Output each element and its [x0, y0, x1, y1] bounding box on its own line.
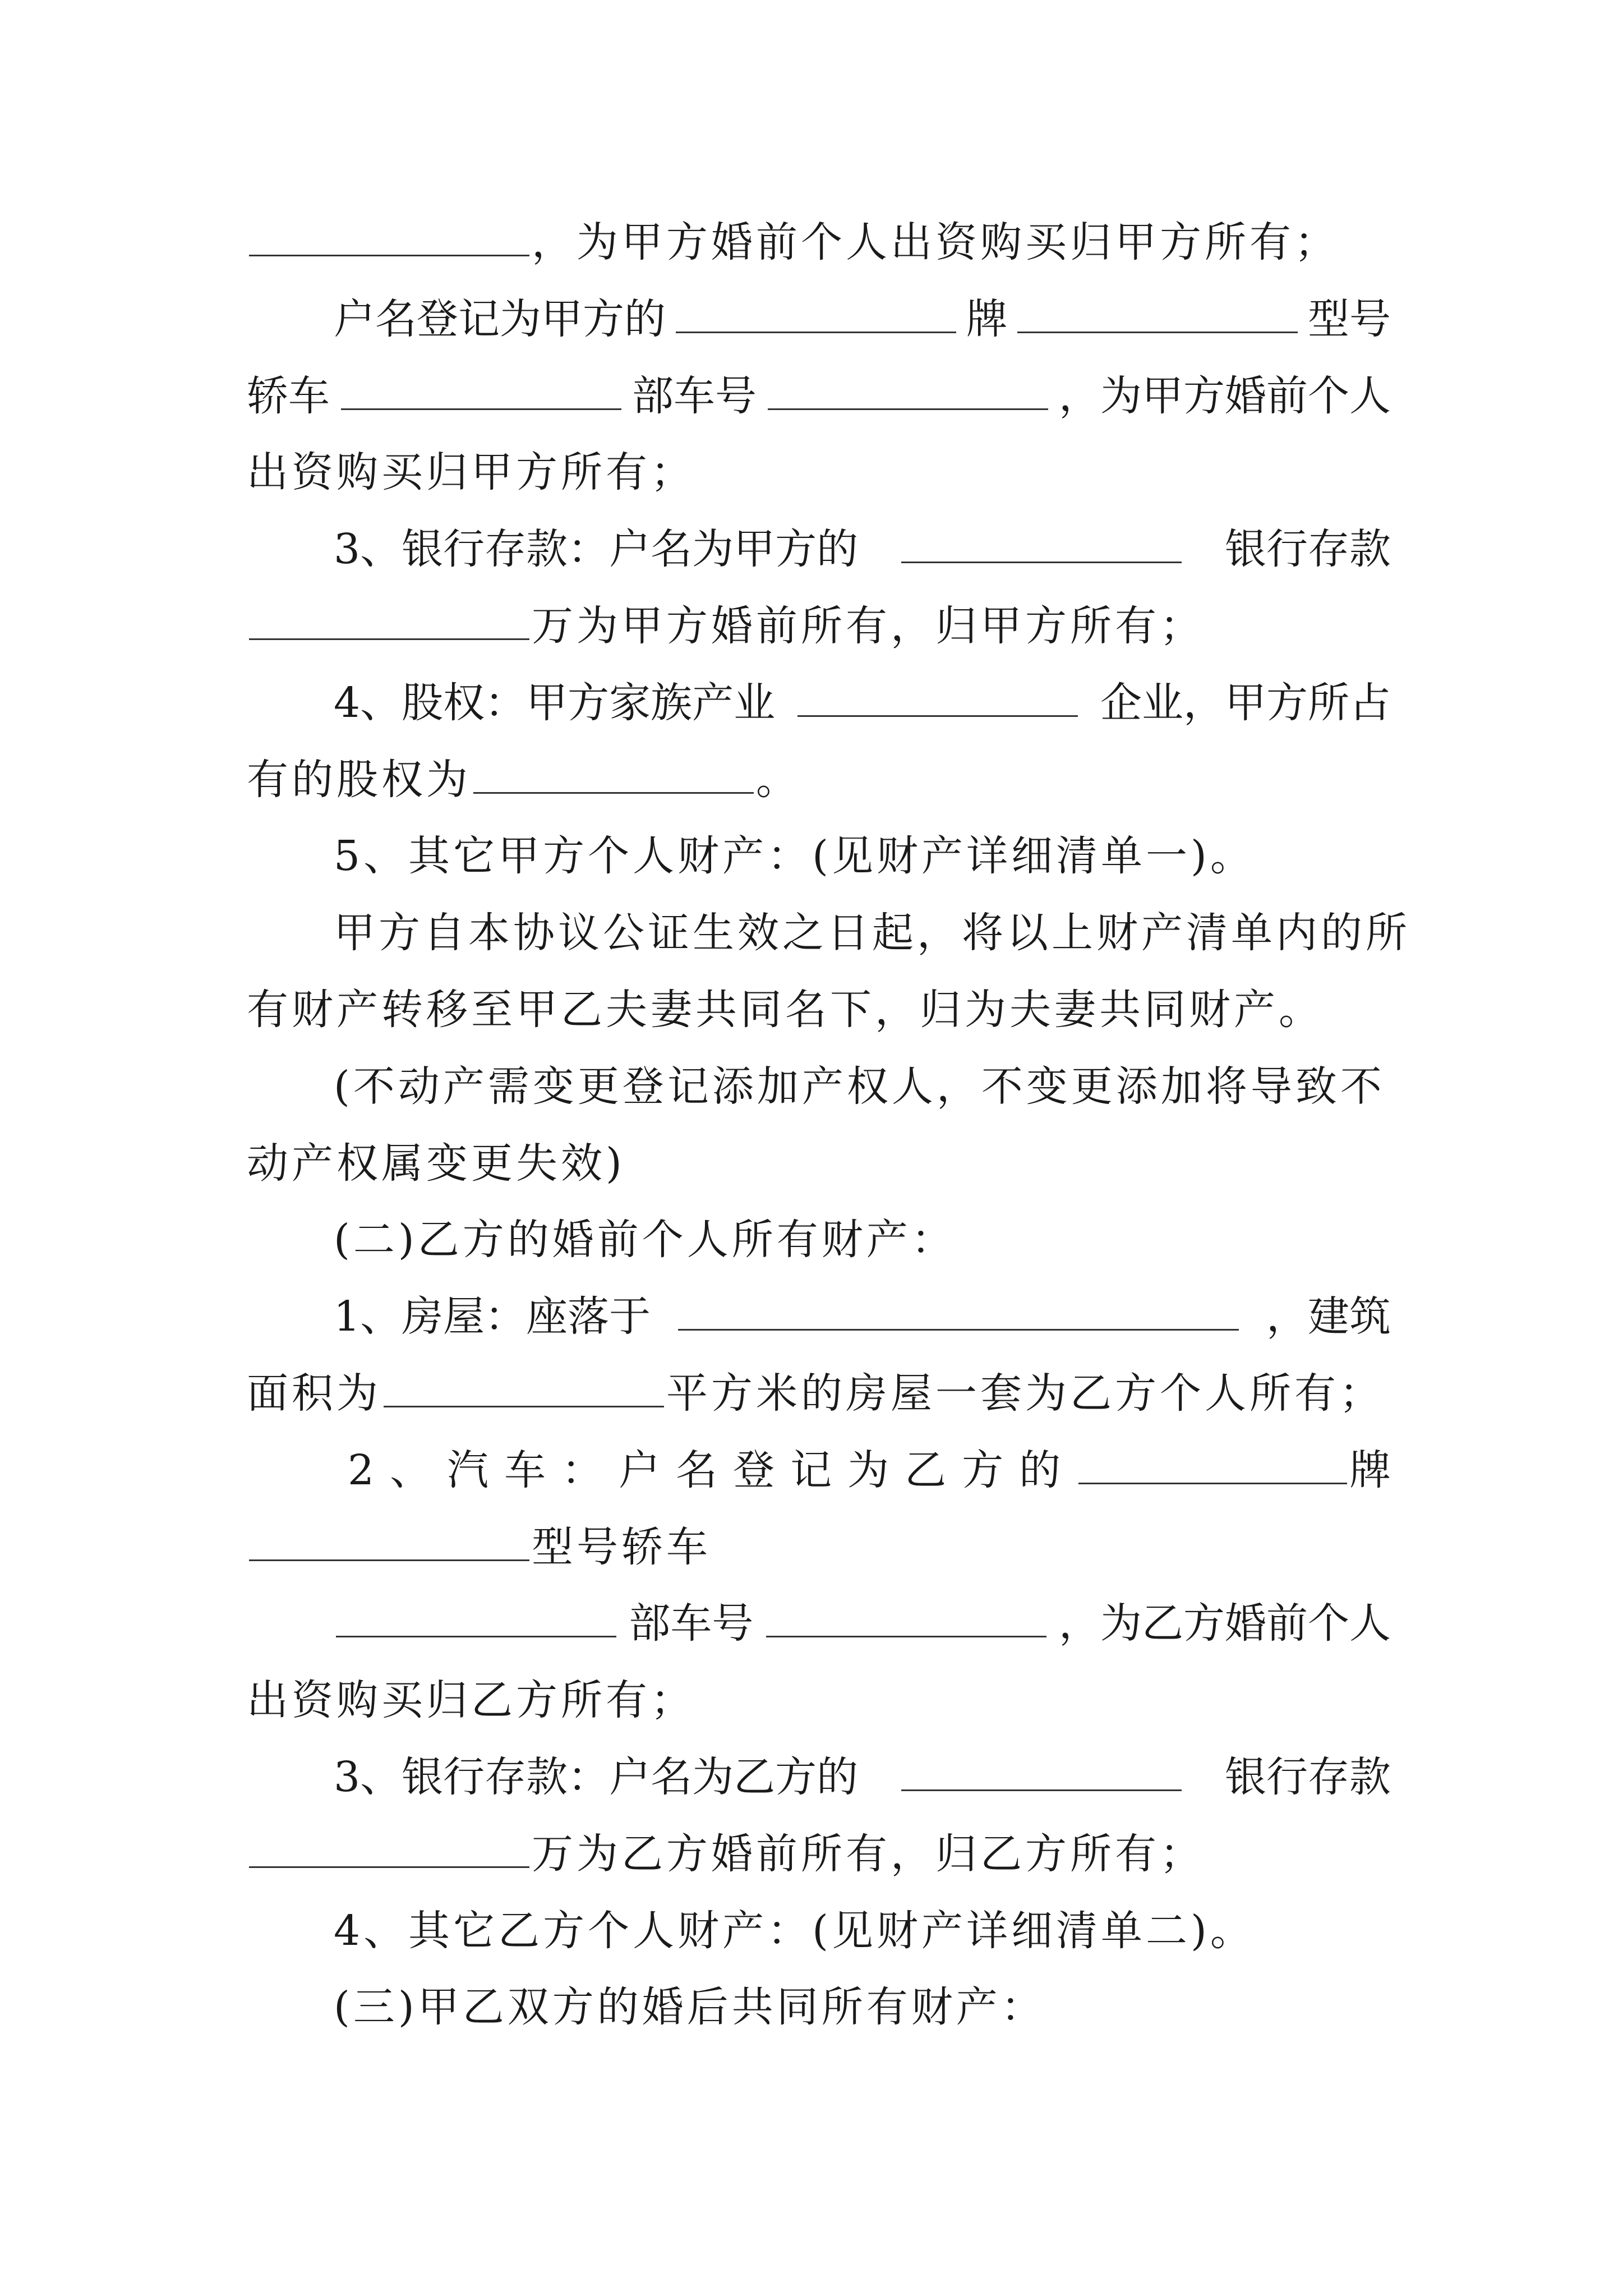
fill-blank: [678, 1295, 1239, 1331]
text-segment: 万为甲方婚前所有，归甲方所有；: [532, 602, 1205, 650]
text-segment: (不动产需变更登记添加产权人，不变更添加将导致不: [334, 1062, 1385, 1111]
text-line: [247, 444, 1391, 500]
text-line: [334, 1749, 1391, 1805]
text-segment: 4、其它乙方个人财产：(见财产详细清单二)。: [334, 1907, 1255, 1955]
text-segment: 企业，甲方所占: [1100, 679, 1391, 727]
fill-blank: [901, 528, 1182, 563]
text-segment: 5、其它甲方个人财产：(见财产详细清单一)。: [334, 832, 1255, 880]
text-segment: 户名登记为甲方的: [334, 295, 666, 343]
text-segment: 有的股权为: [247, 756, 471, 804]
fill-blank: [249, 605, 529, 640]
fill-blank: [341, 375, 621, 410]
text-segment: 银行存款: [1225, 525, 1391, 573]
fill-blank: [797, 682, 1078, 717]
text-segment: 型号: [1308, 295, 1391, 343]
fill-blank: [473, 758, 754, 794]
text-line: [247, 752, 1391, 808]
text-line: [247, 1672, 1391, 1728]
text-segment: ，为乙方婚前个人: [1058, 1599, 1391, 1648]
text-segment: (二)乙方的婚前个人所有财产：: [334, 1216, 956, 1264]
text-segment: 牌: [966, 295, 1008, 343]
fill-blank: [766, 1602, 1046, 1637]
fill-blank: [1078, 1449, 1347, 1484]
text-segment: 牌: [1349, 1446, 1391, 1494]
fill-blank: [336, 1602, 616, 1637]
text-segment: 平方米的房屋一套为乙方个人所有；: [666, 1369, 1384, 1418]
text-segment: 。: [756, 756, 801, 804]
fill-blank: [901, 1756, 1182, 1791]
text-segment: 3、银行存款：户名为甲方的: [334, 525, 859, 573]
text-segment: 3、银行存款：户名为乙方的: [334, 1753, 859, 1801]
text-line: [334, 675, 1391, 731]
text-line: [247, 982, 1391, 1038]
text-segment: 部车号: [629, 1599, 754, 1648]
text-segment: 有财产转移至甲乙夫妻共同名下，归为夫妻共同财产。: [247, 986, 1324, 1034]
text-line: [334, 1059, 1478, 1115]
fill-blank: [768, 375, 1048, 410]
text-segment: 1、房屋：座落于: [334, 1292, 651, 1341]
text-segment: 型号轿车: [532, 1523, 711, 1571]
text-line: [334, 1903, 1478, 1959]
text-line: [348, 1442, 1391, 1498]
text-segment: 4、股权：甲方家族产业: [334, 679, 776, 727]
text-segment: 出资购买归甲方所有；: [247, 448, 695, 496]
text-line: [247, 214, 1391, 270]
text-segment: ，为甲方婚前个人: [1059, 372, 1391, 420]
text-line: [247, 1365, 1391, 1421]
text-segment: 出资购买归乙方所有；: [247, 1676, 695, 1724]
text-line: [334, 905, 1478, 961]
text-segment: 部车号: [632, 372, 757, 420]
text-line: [334, 1289, 1391, 1345]
text-line: [247, 368, 1391, 424]
text-line: [334, 1595, 1391, 1651]
text-line: [334, 1979, 1478, 2035]
text-line: [247, 1135, 1391, 1191]
text-segment: 动产权属变更失效): [247, 1139, 625, 1188]
text-line: [247, 1826, 1391, 1882]
text-segment: 甲方自本协议公证生效之日起，将以上财产清单内的所: [334, 909, 1410, 957]
text-segment: ，为甲方婚前个人出资购买归甲方所有；: [532, 218, 1339, 266]
text-segment: (三)甲乙双方的婚后共同所有财产：: [334, 1983, 1046, 2031]
fill-blank: [1017, 298, 1298, 333]
fill-blank: [676, 298, 956, 333]
text-segment: 轿车: [247, 372, 330, 420]
text-line: [334, 1212, 1478, 1268]
text-line: [334, 828, 1478, 884]
text-segment: 面积为: [247, 1369, 381, 1418]
text-line: [247, 598, 1391, 654]
fill-blank: [249, 1526, 529, 1561]
text-line: [334, 521, 1391, 577]
text-segment: 万为乙方婚前所有，归乙方所有；: [532, 1830, 1205, 1878]
fill-blank: [249, 221, 529, 256]
text-segment: ，建筑: [1266, 1292, 1391, 1341]
text-line: [247, 1519, 1391, 1575]
text-segment: 银行存款: [1225, 1753, 1391, 1801]
text-segment: 2、汽车：户名登记为乙方的: [348, 1446, 1077, 1494]
text-line: [334, 291, 1391, 347]
fill-blank: [384, 1372, 664, 1407]
fill-blank: [249, 1833, 529, 1868]
